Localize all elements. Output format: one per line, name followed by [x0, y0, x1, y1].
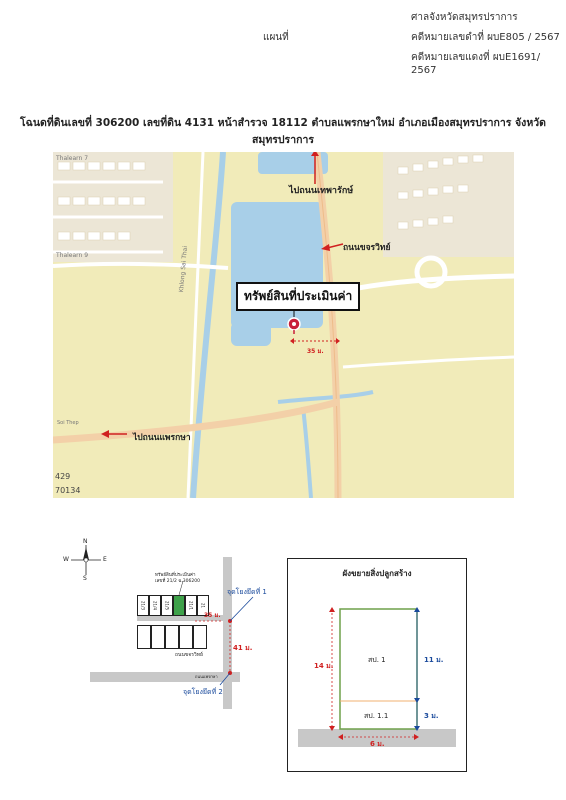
plot-21-3: 21/3	[137, 595, 149, 616]
dimension-3: 3 ม.	[424, 712, 439, 720]
location-diagram	[55, 535, 305, 715]
street-label-2: Thalearn 9	[56, 252, 89, 259]
lower-house-row	[137, 625, 207, 649]
location-map	[53, 152, 514, 498]
plot-21-1: 21/1	[185, 595, 197, 616]
corner-code-1: 429	[55, 472, 71, 481]
road-label-praeksa: ไปถนนแพรกษา	[133, 433, 191, 443]
area-1-label: สป. 1	[368, 656, 386, 664]
area-1-1-label: สป. 1.1	[364, 712, 389, 720]
compass-s: S	[83, 575, 87, 582]
black-case-number: คดีหมายเลขดำที่ ผบE805 / 2567	[411, 32, 560, 43]
map-label: แผนที่	[263, 32, 289, 43]
asset-label-line1: ทรัพย์สินที่ประเมินค่า	[155, 573, 196, 578]
compass-w: W	[63, 556, 69, 563]
house-block	[165, 625, 179, 649]
corner-code-2: 70134	[55, 486, 81, 495]
street-label-1: Thalearn 7	[56, 155, 89, 162]
red-case-number: คดีหมายเลขแดงที่ ผบE1691/ 2567	[411, 52, 541, 76]
page-title: โฉนดที่ดินเลขที่ 306200 เลขที่ดิน 4131 หน้าสำรวจ 18112 ตำบลแพรกษาใหม่ อำเภอเมืองสมุทรปราการ จังหวัดสมุทรปราการ	[20, 117, 546, 146]
plot-21-4: 21/4	[149, 595, 161, 616]
road-khachonwit-label: ถนนขจรวิทย์	[175, 652, 203, 658]
compass-n: N	[83, 538, 88, 545]
distance-35: 35 ม.	[204, 612, 221, 619]
distance-41: 41 ม.	[233, 644, 253, 652]
asset-plot	[173, 595, 185, 616]
house-block	[151, 625, 165, 649]
compass-e: E	[103, 556, 107, 563]
distance-label: 35 ม.	[307, 348, 324, 355]
dimension-11: 11 ม.	[424, 656, 444, 664]
house-block	[179, 625, 193, 649]
road-praeksa-label: ถนนแพรกษา	[195, 674, 218, 679]
asset-label-line2: เลขที่ 21/2 ฉ.306200	[155, 579, 200, 584]
plot-21-5: 21/5	[161, 595, 173, 616]
road-label-khachonwit: ถนนขจรวิทย์	[343, 243, 391, 253]
road-label-theparak: ไปถนนเทพารักษ์	[289, 186, 354, 196]
dimension-6: 6 ม.	[370, 740, 385, 748]
asset-callout: ทรัพย์สินที่ประเมินค่า	[236, 282, 360, 311]
map-drawing	[53, 152, 514, 498]
reference-point-2: จุดโยงยึดที่ 2	[183, 688, 223, 696]
plot-row	[137, 595, 209, 616]
canal-label: Khlong Sai Thai	[178, 245, 190, 293]
building-plan-title: ผังขยายสิ่งปลูกสร้าง	[342, 569, 412, 578]
building-plan	[287, 558, 467, 772]
house-block	[193, 625, 207, 649]
dimension-14: 14 ม.	[314, 662, 334, 670]
house-block	[137, 625, 151, 649]
plot-21: 21	[197, 595, 209, 616]
reference-point-1: จุดโยงยึดที่ 1	[227, 588, 267, 596]
court-name: ศาลจังหวัดสมุทรปราการ	[411, 12, 518, 23]
street-label-3: Soi Thep	[57, 420, 79, 426]
